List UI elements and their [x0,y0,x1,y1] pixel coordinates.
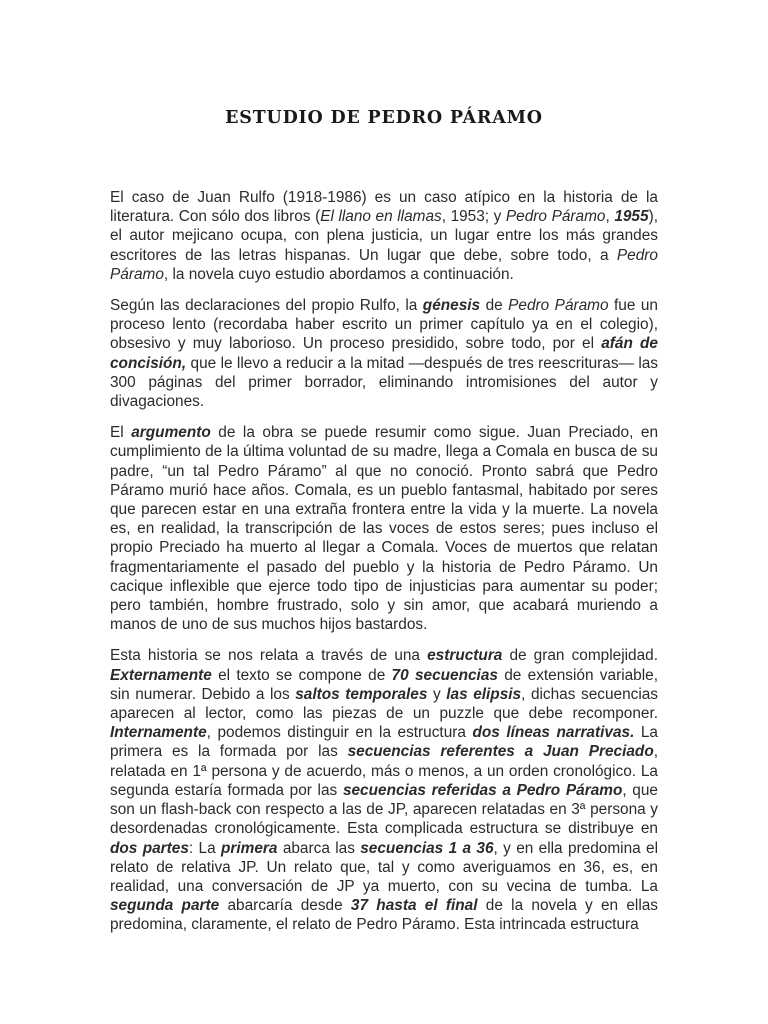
emphasis-bold-italic: secuencias referidas a Pedro Páramo [342,781,623,799]
emphasis-bold-italic: las elipsis [446,685,522,703]
text-run: abarca las [277,839,361,857]
emphasis-bold-italic: saltos temporales [295,685,428,703]
paragraph-genesis [110,296,658,411]
text-run: , la novela cuyo estudio abordamos a continuación. [163,265,514,283]
text-run: : La [188,839,221,857]
emphasis-bold-italic: Internamente [110,724,207,742]
text-run: y [427,685,447,703]
emphasis-bold-italic: 1955 [614,208,649,226]
emphasis-bold-italic: afán de concisión, [110,335,658,372]
text-run: Según las declaraciones del propio Rulfo, la [110,297,423,315]
emphasis-italic: Pedro Páramo [505,208,606,226]
text-run: , que son un flash-back con respecto a las de JP, aparecen relatadas en 3ª persona y desordenadas cronológicamente. Esta complicada estructura se distribuye en [110,781,658,838]
text-run: , relatada en 1ª persona y de acuerdo, más o menos, a un orden cronológico. La segunda estaría formada por las [110,743,658,799]
text-run: Esta historia se nos relata a través de una [110,647,428,665]
emphasis-italic: Pedro Páramo [110,246,658,283]
text-run: , y en ella predomina el relato de relativa JP. Un relato que, tal y como averiguamos en 36, es, en realidad, una conversación de JP ya muerto, con su vecina de tumba. La [110,839,659,895]
text-run: de la obra se puede resumir como sigue. Juan Preciado, en cumplimiento de la última voluntad de su madre, llega a Comala en busca de su padre, “un tal Pedro Páramo” al que no conoció. Pronto sabrá que Pedro Páramo murió hace años. Comala, es un pueblo fantasmal, habitado por seres que parecen estar en una extraña frontera entre la vida y la muerte. La novela es, en realidad, la transcripción de las voces de estos seres; pues incluso el propio Preciado ha muerto al llegar a Comala. Voces de muertos que relatan fragmentariamente el pasado del pueblo y la historia de Pedro Páramo. Un cacique inflexible que ejerce todo tipo de injusticias para aumentar su poder; pero también, hombre frustrado, solo y sin amor, que acabará muriendo a manos de uno de sus muchos hijos bastardos. [110,424,658,634]
paragraph-intro [110,188,658,284]
emphasis-bold-italic: 37 hasta el final [350,897,478,915]
emphasis-bold-italic: dos partes [110,839,189,857]
text-run: , 1953; y [441,208,506,226]
paragraph-estructura [110,646,658,934]
emphasis-bold-italic: segunda parte [110,897,220,915]
paragraph-argumento [110,423,658,634]
emphasis-bold-italic: primera [221,839,278,857]
text-run: fue un proceso lento (recordaba haber escrito un primer capítulo ya en el colegio), obsesivo y muy laborioso. Un proceso presidido, sobre todo, por el [110,297,658,353]
text-run: El [110,424,132,442]
emphasis-bold-italic: secuencias 1 a 36 [360,839,494,857]
emphasis-bold-italic: Externamente [110,666,212,684]
text-run: el texto se compone de [211,666,392,684]
text-run: , dichas secuencias aparecen al lector, como las piezas de un puzzle que debe recomponer. [110,685,658,723]
text-run: de extensión variable, sin numerar. Debido a los [110,666,658,703]
text-run: ), el autor mejicano ocupa, con plena justicia, un lugar entre los más grandes escritores de las letras hispanas. Un lugar que debe, sobre todo, a [110,208,658,264]
text-run: de [480,297,509,315]
emphasis-bold-italic: génesis [422,297,481,315]
text-run: , [605,208,615,226]
emphasis-bold-italic: dos líneas narrativas. [472,724,635,742]
text-run: El caso de Juan Rulfo (1918-1986) es un caso atípico en la historia de la literatura. Con sólo dos libros ( [110,189,658,226]
emphasis-bold-italic: estructura [427,647,503,665]
text-run: abarcaría desde [219,897,351,915]
emphasis-bold-italic: secuencias referentes a Juan Preciado [347,743,654,761]
page-title: ESTUDIO DE PEDRO PÁRAMO [225,108,543,128]
document-body [110,188,658,947]
text-run: de la novela y en ellas predomina, claramente, el relato de Pedro Páramo. Esta intrincada estructura [110,897,658,934]
emphasis-italic: El llano en llamas [320,208,442,226]
emphasis-italic: Pedro Páramo [508,297,609,315]
text-run: de gran complejidad. [502,647,658,665]
text-run: La primera es la formada por las [110,724,658,761]
emphasis-bold-italic: argumento [131,424,211,442]
text-run: que le llevo a reducir a la mitad —después de tres reescrituras— las 300 páginas del primer borrador, eliminando intromisiones del autor y divagaciones. [110,354,658,411]
emphasis-bold-italic: 70 secuencias [391,666,498,684]
text-run: , podemos distinguir en la estructura [206,724,473,742]
